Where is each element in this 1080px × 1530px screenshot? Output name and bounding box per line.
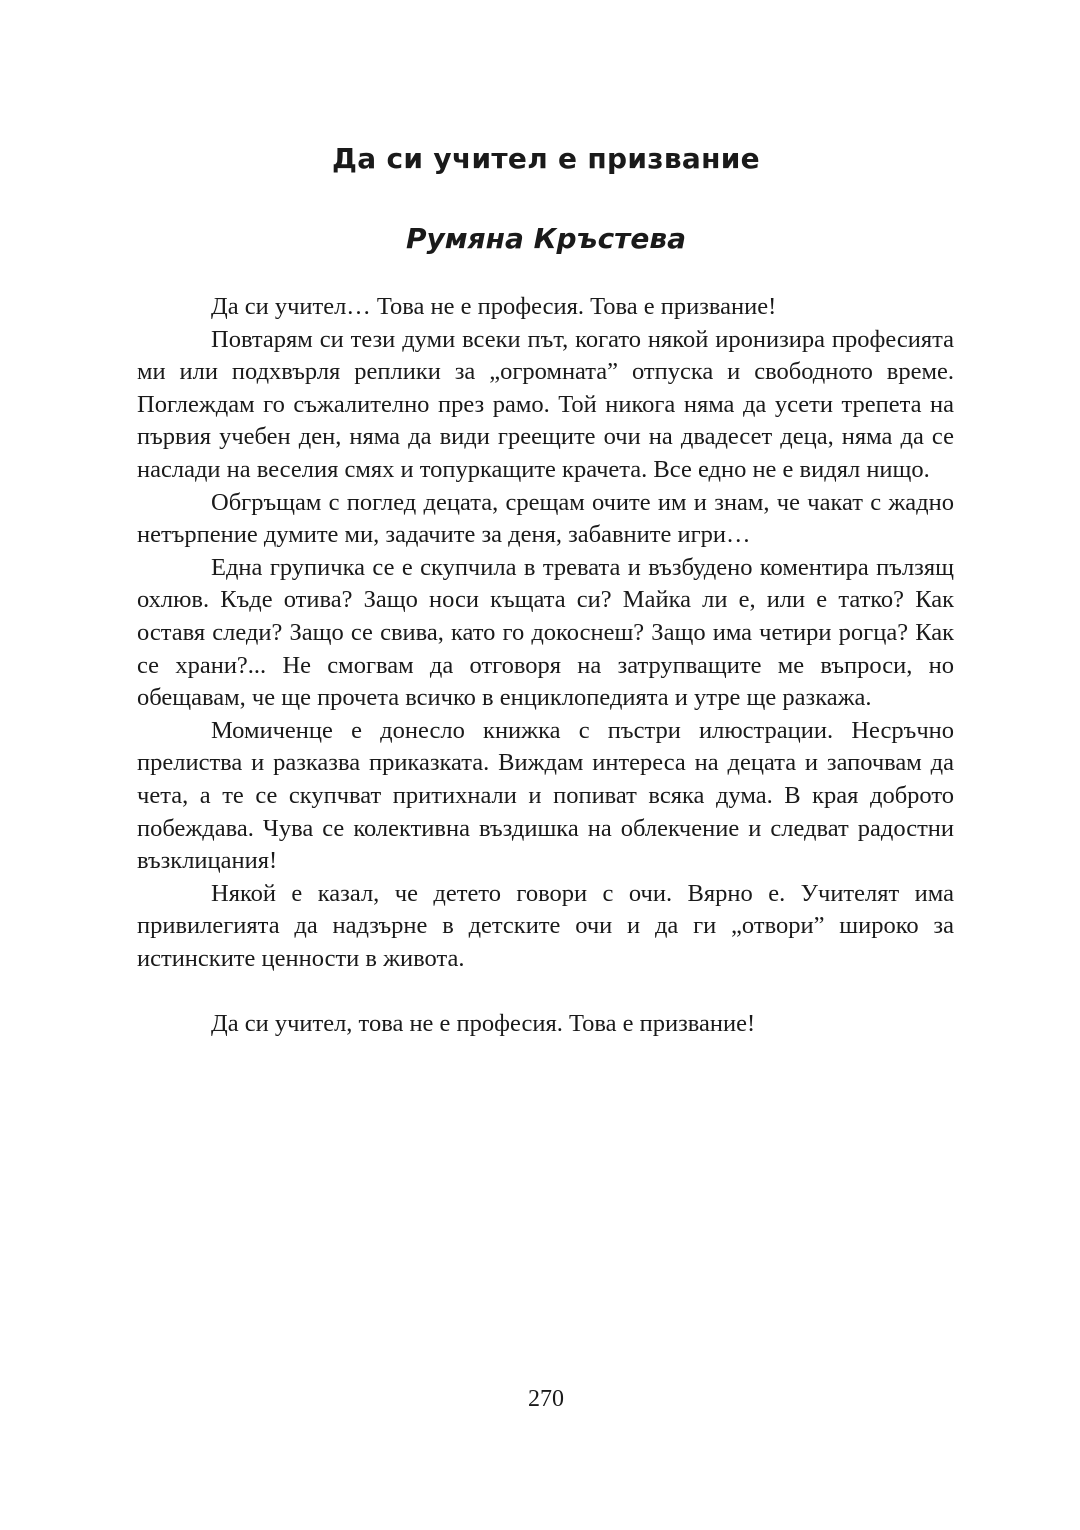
page-title: Да си учител е призвание [332, 142, 760, 175]
paragraph: Повтарям си тези думи всеки път, когато някой иронизира професията ми или подхвърля реплики за „огромната” отпуска и свободното време. Поглеждам го съжалително през рамо. Той никога няма да усети трепета на първия учебен ден, няма да види грeещите очи на двадесет деца, няма да се наслади на веселия смях и топуркащите крачета. Все едно не е видял нищо. [137, 325, 954, 483]
paragraph: Да си учител… Това не е професия. Това е призвание! [211, 293, 777, 320]
paragraph: Някой е казал, че детето говори с очи. Вярно е. Учителят има привилегията да надзърне в детските очи и да ги „отвори” широко за истинските ценности в живота. [137, 879, 954, 972]
paragraph: Момиченце е донесло книжка с пъстри илюстрации. Несръчно прелиства и разказва приказката. Виждам интереса на децата и започвам да чета, а те се скупчват притихнали и попиват всяка дума. В края доброто побеждава. Чува се колективна въздишка на облекчение и следват радостни възклицания! [137, 716, 954, 875]
paragraph: Една групичка се е скупчила в тревата и възбудено коментира пълзящ охлюв. Къде отива? Защо носи къщата си? Майка ли е, или е татко? Как оставя следи? Защо се свива, като го докоснеш? Защо има четири рогца? Как се храни?... Не смогвам да отговоря на затрупващите ме въпроси, но обещавам, че ще прочета всичко в енциклопедията и утре ще разкажа. [137, 553, 954, 712]
closing-paragraph: Да си учител, това не е професия. Това е призвание! [211, 1010, 756, 1038]
paragraph: Обгръщам с поглед децата, срещам очите им и знам, че чакат с жадно нетърпение думите ми, задачите за деня, забавните игри… [137, 488, 954, 549]
page-number: 270 [528, 1386, 564, 1412]
article-body [137, 291, 954, 1041]
author-name: Румяна Кръстева [405, 222, 687, 255]
